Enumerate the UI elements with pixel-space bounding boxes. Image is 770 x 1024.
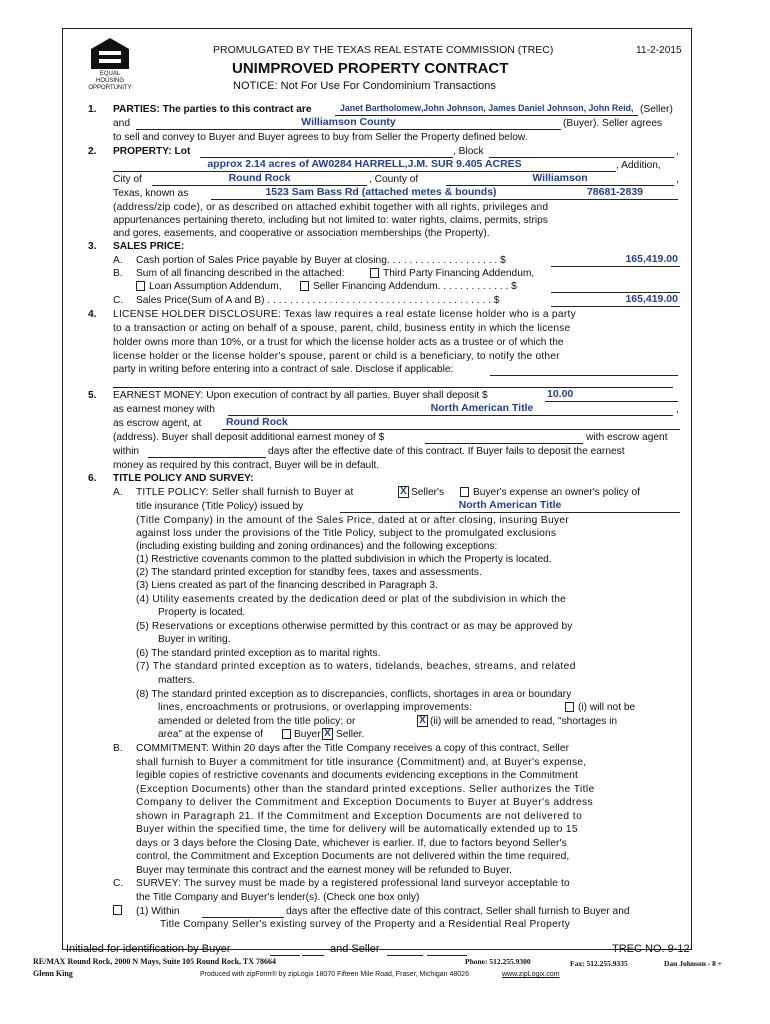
commitment-line-2: shall furnish to Buyer a commitment for title insurance (Commitment) and, at Buyer's expense, [136,757,587,768]
promulgated-line: PROMULGATED BY THE TEXAS REAL ESTATE COMMISSION (TREC) [213,44,554,56]
seal-text: EQUAL HOUSING OPPORTUNITY [88,71,132,91]
sales-price-line [551,306,680,307]
para-5-number: 5. [88,390,97,401]
area-buyer-label: Buyer [294,729,321,740]
addition-field[interactable]: approx 2.14 acres of AW0284 HARRELL,J.M. SUR 9.405 ACRES [207,158,522,170]
amended-checkbox[interactable]: X [417,715,428,727]
within-days-text: days after the effective date of this contract. If Buyer fails to deposit the earnest [268,446,625,457]
title-line-4: against loss under the provisions of the Title Policy, subject to the promulgated exclusions [136,528,557,539]
county-field[interactable]: Williamson [532,172,588,184]
sales-b-label: B. [113,268,123,279]
commitment-line-5: Company to deliver the Commitment and Exception Documents to Buyer at Buyer's address [136,797,594,808]
area-buyer-checkbox[interactable] [282,729,291,739]
block-comma: , [676,146,679,157]
exception-1: (1) Restrictive covenants common to the platted subdivision in which the Property is located. [136,554,552,565]
buyer-expense-checkbox[interactable] [460,487,469,497]
exception-3: (3) Liens created as part of the financing described in Paragraph 3. [136,580,438,591]
para-2-line-6: appurtenances pertaining thereto, including but not limited to: water rights, claims, permits, strips [113,215,548,226]
survey-line-1: SURVEY: The survey must be made by a registered professional land surveyor acceptable to [136,878,570,889]
within-label: within [113,446,140,457]
trec-number: TREC NO. 9-12 [612,943,690,955]
escrow-agent-field[interactable]: North American Title [430,402,534,414]
para-2-line-7: and gores, easements, and cooperative or association memberships (the Property). [113,228,490,239]
survey-option-1-checkbox[interactable] [113,905,122,915]
zip-field[interactable]: 78681-2839 [586,186,644,198]
commitment-label: B. [113,743,123,754]
area-seller-label: Seller. [336,729,365,740]
equal-housing-icon [88,37,132,71]
commitment-line-4: (Exception Documents) other than the standard printed exceptions. Seller authorizes the Title [136,784,595,795]
sales-a-label: A. [113,255,123,266]
seller-financing-checkbox[interactable] [300,281,309,291]
area-seller-checkbox[interactable]: X [322,728,333,740]
para-6-number: 6. [88,473,97,484]
address-line [211,199,678,200]
para-4-line-1: LICENSE HOLDER DISCLOSURE: Texas law requires a real estate license holder who is a party [113,309,576,320]
phone-info: Phone: 512.255.9300 [465,957,531,966]
sellers-label: Seller's [411,487,445,498]
page-title: UNIMPROVED PROPERTY CONTRACT [232,60,509,77]
commitment-line-1: COMMITMENT: Within 20 days after the Title Company receives a copy of this contract, Seller [136,743,570,754]
escrow-at-label: as escrow agent, at [113,418,202,429]
para-1-text [113,103,312,116]
commitment-line-3: legible copies of restrictive covenants and documents evidencing exceptions in the Commitment [136,770,578,781]
commitment-line-9: control, the Commitment and Exception Documents are not delivered within the time required, [136,851,570,862]
earnest-with-label: as earnest money with [113,404,215,415]
exception-7-cont: matters. [158,675,195,686]
not-amended-label: (i) will not be [578,702,636,713]
agent-name: Glenn King [33,969,73,978]
exception-7: (7) The standard printed exception as to waters, tidelands, beaches, streams, and related [136,661,576,672]
within-days-line [148,457,266,458]
survey-line-2: the Title Company and Buyer's lender(s). (Check one box only) [136,892,420,903]
title-issued-by: title insurance (Title Policy) issued by [136,501,304,512]
exception-4: (4) Utility easements created by the dedication deed or plat of the subdivision in which the [136,594,567,605]
para-3-lead: SALES PRICE: [113,241,185,252]
para-4-line-2: to a transaction or acting on behalf of a spouse, parent, child, business entity in which the license [113,323,571,334]
sales-c-text: Sales Price(Sum of A and B) . . . . . . . . . . . . . . . . . . . . . . . . . . . . . . . . . . . . . . . . $ [136,295,500,306]
para-6-lead: TITLE POLICY AND SURVEY: [113,473,254,484]
para-5-line-1: EARNEST MONEY: Upon execution of contract by all parties, Buyer shall deposit $ [113,390,488,401]
para-4-number: 4. [88,309,97,320]
commitment-line-7: Buyer within the specified time, the time for delivery will be automatically extended up to 15 [136,824,578,835]
exception-6: (6) The standard printed exception as to marital rights. [136,648,381,659]
sales-c-label: C. [113,295,124,306]
county-comma: , [676,174,679,185]
sales-b-text: Sum of all financing described in the attached: [136,268,345,279]
loan-assumption-checkbox[interactable] [136,281,145,291]
with-escrow-label: with escrow agent [586,432,668,443]
seller-initial-line-2 [427,955,467,956]
survey-label: C. [113,878,124,889]
exception-5: (5) Reservations or exceptions otherwise permitted by this contract or as may be approved by [136,621,573,632]
earnest-field[interactable]: 10.00 [547,388,574,400]
block-label: , Block [453,146,484,157]
fax-info: Fax: 512.255.9335 [570,959,628,968]
para-4-line-3: holder owns more than 10%, or a trust for which the license holder acts as a trustee or of which the [113,337,564,348]
escrow-agent-comma: , [676,404,679,415]
sales-a-text: Cash portion of Sales Price payable by Buyer at closing. . . . . . . . . . . . . . . . . . . . $ [136,255,506,266]
para-1-number: 1. [88,104,97,115]
third-party-checkbox[interactable] [370,268,379,278]
title-a-label: A. [113,487,123,498]
broker-info: RE/MAX Round Rock, 2000 N Mays, Suite 105 Round Rock, TX 78664 [33,957,276,966]
disclose-line-1 [490,375,678,376]
seller-initial-line-1 [387,955,423,956]
city-field[interactable]: Round Rock [228,172,291,184]
exception-2: (2) The standard printed exception for standby fees, taxes and assessments. [136,567,482,578]
para-4-line-4: license holder or the license holder's spouse, parent or child is a beneficiary, to notify the other [113,351,560,362]
title-line-3: (Title Company) in the amount of the Sales Price, dated at or after closing, insuring Buyer [136,515,570,526]
cash-field[interactable]: 165,419.00 [625,253,678,265]
disclose-line-2 [113,387,673,388]
buyer-line [136,129,561,130]
sales-price-field[interactable]: 165,419.00 [625,293,678,305]
buyer-initial-line-1 [270,955,300,956]
commitment-line-6: shown in Paragraph 21. If the Commitment and Exception Documents are not delivered to [136,811,583,822]
exception-4-cont: Property is located. [158,607,246,618]
and-label: and [113,118,130,129]
commitment-line-10: Buyer may terminate this contract and the earnest money will be refunded to Buyer. [136,865,513,876]
addition-label: , Addition, [616,160,661,171]
para-2-lead: PROPERTY: Lot [113,146,191,157]
para-5-line-6: money as required by this contract, Buyer will be in default. [113,460,380,471]
buyer-field[interactable]: Williamson County [301,116,396,128]
initialed-label: Initialed for identification by Buyer [66,943,231,955]
survey-within-label: (1) Within [136,906,180,917]
title-a-text: TITLE POLICY: Seller shall furnish to Buyer at [136,487,354,498]
area-expense-label: area" at the expense of [158,729,263,740]
survey-line-4: Title Company Seller's existing survey of the Property and a Residential Real Property [160,919,571,930]
para-2-number: 2. [88,146,97,157]
additional-earnest-text: (address). Buyer shall deposit additional earnest money of $ [113,432,385,443]
para-3-number: 3. [88,241,97,252]
exception-8-line-2: lines, encroachments or protrusions, or overlapping improvements: [158,702,473,713]
seller-financing-label: Seller Financing Addendum. . . . . . . . . . . . . $ [313,281,517,292]
buyers-expense-text: Buyer's expense an owner's policy of [473,487,640,498]
additional-earnest-line [425,443,583,444]
title-company-line [340,512,680,513]
exception-5-cont: Buyer in writing. [158,634,231,645]
survey-days-text: days after the effective date of this contract, Seller shall furnish to Buyer and [286,906,630,917]
exception-8-line-3: amended or deleted from the title policy; or [158,716,356,727]
buyer-label: (Buyer). Seller agrees [563,118,663,129]
escrow-address-line [222,429,680,430]
loan-assumption-label: Loan Assumption Addendum, [149,281,282,292]
escrow-address-field[interactable]: Round Rock [226,416,288,428]
seller-label: (Seller) [640,104,673,115]
commitment-line-8: days or 3 days before the Closing Date, whichever is earlier. If, due to factors beyond Seller's [136,838,567,849]
para-1-lead: PARTIES: The parties to this contract are [113,104,312,115]
amended-label: (ii) will be amended to read, "shortages in [430,716,618,727]
produced-with: Produced with zipForm® by zipLogix 18070 Fifteen Mile Road, Fraser, Michigan 48026 [200,971,469,978]
not-amended-checkbox[interactable] [565,702,574,712]
city-label: City of [113,174,142,185]
known-as-label: Texas, known as [113,188,189,199]
escrow-agent-line [228,415,673,416]
page-subtitle: NOTICE: Not For Use For Condominium Transactions [233,80,496,92]
exception-8: (8) The standard printed exception as to discrepancies, conflicts, shortages in area or boundary [136,689,572,700]
third-party-label: Third Party Financing Addendum, [383,268,535,279]
document-name: Dan Johnson - 8 + [664,959,723,968]
website-link[interactable]: www.zipLogix.com [502,971,560,978]
address-field[interactable]: 1523 Sam Bass Rd (attached metes & bounds) [265,186,497,198]
para-1-line-3: to sell and convey to Buyer and Buyer agrees to buy from Seller the Property defined below. [113,132,528,143]
seller-expense-checkbox[interactable]: X [398,486,409,498]
title-company-field[interactable]: North American Title [458,499,562,511]
para-2-line-5: (address/zip code), or as described on attached exhibit together with all rights, privileges and [113,202,549,213]
and-seller-label: and Seller [330,943,380,955]
para-4-line-5: party in writing before entering into a contract of sale. Disclose if applicable: [113,364,454,375]
buyer-initial-line-2 [302,955,324,956]
seller-field[interactable]: Janet Bartholomew,John Johnson, James Daniel Johnson, John Reid, [340,103,634,113]
title-line-5: (including existing building and zoning ordinances) and the following exceptions: [136,541,498,552]
cash-line [551,266,680,267]
form-date: 11-2-2015 [636,45,682,56]
county-label: , County of [369,174,419,185]
equal-housing-seal [88,37,132,91]
